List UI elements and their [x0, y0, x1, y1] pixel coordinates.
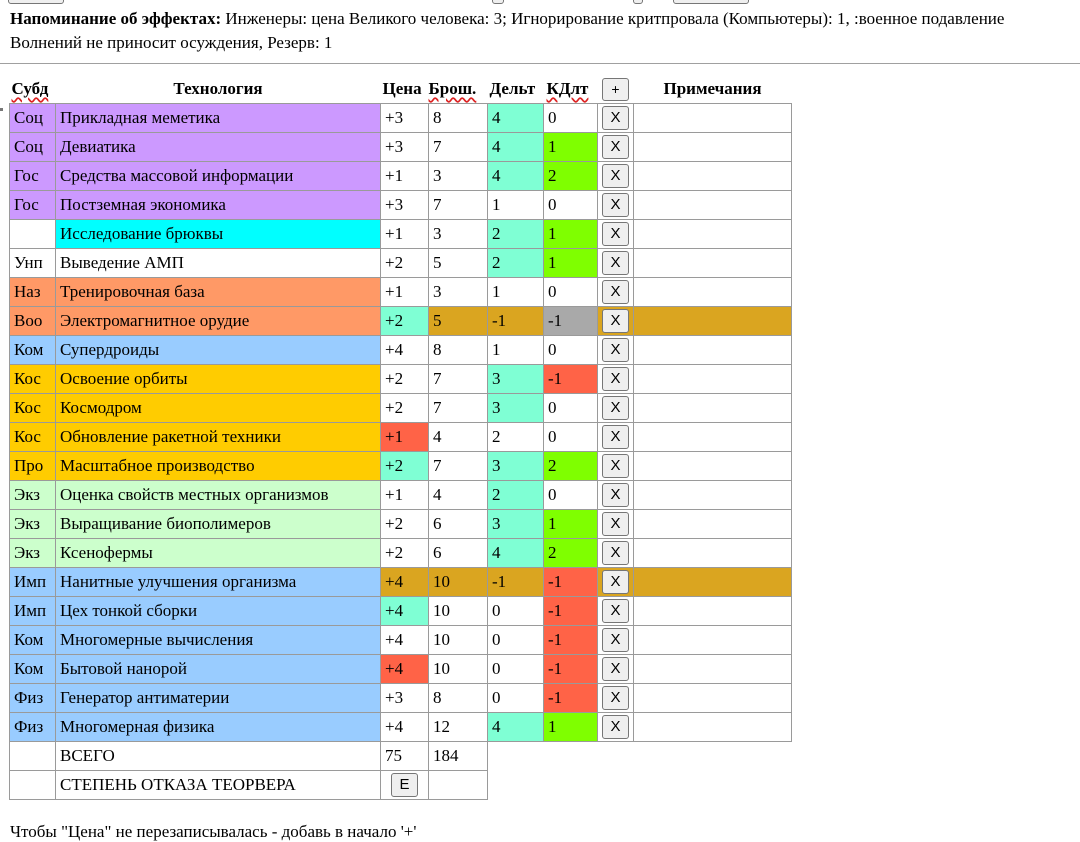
cell-subd: Имп — [10, 597, 56, 626]
cell-tech: Девиатика — [56, 133, 381, 162]
cell-delta: 1 — [488, 278, 544, 307]
cell-brosh: 10 — [429, 568, 488, 597]
cell-notes[interactable] — [634, 510, 792, 539]
cell-delta: 2 — [488, 481, 544, 510]
cell-kdlt: -1 — [544, 626, 598, 655]
cell-delta: 4 — [488, 104, 544, 133]
remove-row-button[interactable]: X — [602, 715, 629, 739]
table-row — [10, 452, 792, 481]
cell-kdlt: 1 — [544, 510, 598, 539]
remove-row-button[interactable]: X — [602, 106, 629, 130]
cell-brosh: 10 — [429, 597, 488, 626]
cell-notes[interactable] — [634, 539, 792, 568]
cell-kdlt: 2 — [544, 539, 598, 568]
cell-kdlt: 0 — [544, 481, 598, 510]
table-row — [10, 597, 792, 626]
table-row — [10, 133, 792, 162]
cell-tech: Электромагнитное орудие — [56, 307, 381, 336]
top-toolbar-fragment — [0, 0, 1080, 6]
cell-kdlt: -1 — [544, 684, 598, 713]
col-subd-header: Субд — [11, 79, 49, 98]
cell-subd: Кос — [10, 394, 56, 423]
cell-subd: Имп — [10, 568, 56, 597]
remove-row-button[interactable]: X — [602, 251, 629, 275]
cell-tech: Ксенофермы — [56, 539, 381, 568]
cell-brosh: 3 — [429, 162, 488, 191]
cell-brosh: 5 — [429, 307, 488, 336]
table-row — [10, 336, 792, 365]
cell-notes[interactable] — [634, 626, 792, 655]
cell-remove — [598, 133, 634, 162]
failure-label: СТЕПЕНЬ ОТКАЗА ТЕОРВЕРА — [56, 771, 381, 800]
cell-brosh: 7 — [429, 133, 488, 162]
table-row — [10, 568, 792, 597]
cell-kdlt: 0 — [544, 336, 598, 365]
total-empty-cell — [10, 742, 56, 771]
cell-price: +1 — [381, 481, 429, 510]
cell-kdlt: 0 — [544, 104, 598, 133]
remove-row-button[interactable]: X — [602, 628, 629, 652]
cell-price: +4 — [381, 597, 429, 626]
table-row — [10, 713, 792, 742]
cell-delta: 0 — [488, 626, 544, 655]
table-row — [10, 684, 792, 713]
cell-subd: Гос — [10, 191, 56, 220]
cell-subd — [10, 220, 56, 249]
technology-table — [9, 75, 792, 800]
toolbar-button[interactable] — [8, 0, 64, 4]
cell-price: +2 — [381, 452, 429, 481]
table-row — [10, 104, 792, 133]
cell-subd: Ком — [10, 626, 56, 655]
cell-delta: 3 — [488, 452, 544, 481]
cell-kdlt: 1 — [544, 133, 598, 162]
remove-row-button[interactable]: X — [602, 193, 629, 217]
remove-row-button[interactable]: X — [602, 164, 629, 188]
cell-price: +2 — [381, 307, 429, 336]
col-kdlt-header: КДлт — [546, 79, 589, 98]
cell-tech: Цех тонкой сборки — [56, 597, 381, 626]
cell-kdlt: 0 — [544, 278, 598, 307]
cell-remove — [598, 568, 634, 597]
cell-brosh: 10 — [429, 655, 488, 684]
cell-price: +3 — [381, 133, 429, 162]
cell-remove — [598, 684, 634, 713]
cell-tech: Выращивание биополимеров — [56, 510, 381, 539]
cell-delta: 2 — [488, 220, 544, 249]
table-row — [10, 539, 792, 568]
cell-brosh: 7 — [429, 191, 488, 220]
failure-row — [10, 771, 792, 800]
effects-reminder-label: Напоминание об эффектах: — [10, 9, 222, 28]
cell-tech: Многомерные вычисления — [56, 626, 381, 655]
cell-tech: Многомерная физика — [56, 713, 381, 742]
footer-note: Чтобы "Цена" не перезаписывалась - добавь в начало '+' — [10, 822, 417, 841]
cell-kdlt: 1 — [544, 220, 598, 249]
cell-brosh: 12 — [429, 713, 488, 742]
cell-notes[interactable] — [634, 162, 792, 191]
cell-notes[interactable] — [634, 597, 792, 626]
cell-brosh: 8 — [429, 104, 488, 133]
cell-delta: 4 — [488, 162, 544, 191]
table-row — [10, 278, 792, 307]
cell-subd: Ком — [10, 336, 56, 365]
col-notes-header: Примечания — [663, 79, 762, 98]
cell-subd: Экз — [10, 539, 56, 568]
remove-row-button[interactable]: X — [602, 657, 629, 681]
cell-kdlt: 0 — [544, 423, 598, 452]
remove-row-button[interactable]: X — [602, 367, 629, 391]
cell-price: +1 — [381, 162, 429, 191]
cell-price: +2 — [381, 510, 429, 539]
cell-delta: 2 — [488, 249, 544, 278]
cell-notes[interactable] — [634, 452, 792, 481]
cell-tech: Масштабное производство — [56, 452, 381, 481]
cell-subd: Экз — [10, 510, 56, 539]
cell-notes[interactable] — [634, 191, 792, 220]
toolbar-button[interactable] — [492, 0, 504, 4]
cell-delta: 2 — [488, 423, 544, 452]
cell-delta: 3 — [488, 365, 544, 394]
cell-brosh: 8 — [429, 336, 488, 365]
col-price-header: Цена — [382, 79, 422, 98]
cell-delta: 3 — [488, 510, 544, 539]
cell-kdlt: -1 — [544, 597, 598, 626]
cell-remove — [598, 336, 634, 365]
cell-subd: Кос — [10, 423, 56, 452]
remove-row-button[interactable]: X — [602, 309, 629, 333]
cell-subd: Ком — [10, 655, 56, 684]
cell-remove — [598, 481, 634, 510]
cell-price: +1 — [381, 278, 429, 307]
cell-subd: Физ — [10, 684, 56, 713]
cell-delta: 0 — [488, 655, 544, 684]
cell-remove — [598, 307, 634, 336]
cell-kdlt: 1 — [544, 713, 598, 742]
cell-delta: 4 — [488, 713, 544, 742]
cell-remove — [598, 597, 634, 626]
divider — [0, 63, 1080, 64]
cell-delta: 1 — [488, 191, 544, 220]
cell-price: +1 — [381, 423, 429, 452]
cell-notes[interactable] — [634, 278, 792, 307]
table-row — [10, 249, 792, 278]
cell-notes[interactable] — [634, 481, 792, 510]
cell-remove — [598, 104, 634, 133]
cell-brosh: 6 — [429, 510, 488, 539]
cell-kdlt: 1 — [544, 249, 598, 278]
cell-subd: Соц — [10, 104, 56, 133]
cell-notes[interactable] — [634, 307, 792, 336]
remove-row-button[interactable]: X — [602, 396, 629, 420]
cell-kdlt: -1 — [544, 365, 598, 394]
cell-brosh: 4 — [429, 481, 488, 510]
cell-remove — [598, 249, 634, 278]
header-row — [10, 75, 792, 104]
failure-empty-cell — [10, 771, 56, 800]
add-row-cell — [598, 75, 634, 104]
cell-remove — [598, 162, 634, 191]
cell-price: +4 — [381, 626, 429, 655]
cell-tech: Генератор антиматерии — [56, 684, 381, 713]
total-brosh: 184 — [429, 742, 488, 771]
cell-subd: Кос — [10, 365, 56, 394]
cell-remove — [598, 510, 634, 539]
cell-remove — [598, 220, 634, 249]
cell-kdlt: -1 — [544, 655, 598, 684]
cell-brosh: 7 — [429, 452, 488, 481]
cell-notes[interactable] — [634, 336, 792, 365]
cell-price: +1 — [381, 220, 429, 249]
cell-remove — [598, 278, 634, 307]
total-row — [10, 742, 792, 771]
cell-notes[interactable] — [634, 249, 792, 278]
cell-notes[interactable] — [634, 104, 792, 133]
cell-brosh: 8 — [429, 684, 488, 713]
cell-brosh: 7 — [429, 394, 488, 423]
cell-tech: Супердроиды — [56, 336, 381, 365]
failure-button-cell — [381, 771, 429, 800]
cell-subd: Физ — [10, 713, 56, 742]
table-row — [10, 307, 792, 336]
cell-notes[interactable] — [634, 365, 792, 394]
remove-row-button[interactable]: X — [602, 570, 629, 594]
cell-price: +4 — [381, 655, 429, 684]
cell-notes[interactable] — [634, 655, 792, 684]
cell-notes[interactable] — [634, 713, 792, 742]
toolbar-button[interactable] — [633, 0, 643, 4]
cell-kdlt: -1 — [544, 568, 598, 597]
cell-delta: 4 — [488, 539, 544, 568]
remove-row-button[interactable]: X — [602, 512, 629, 536]
cell-brosh: 10 — [429, 626, 488, 655]
cell-brosh: 5 — [429, 249, 488, 278]
cell-tech: Бытовой нанорой — [56, 655, 381, 684]
remove-row-button[interactable]: X — [602, 541, 629, 565]
cell-tech: Постземная экономика — [56, 191, 381, 220]
cell-remove — [598, 626, 634, 655]
cell-kdlt: 2 — [544, 162, 598, 191]
cell-remove — [598, 655, 634, 684]
cell-delta: 3 — [488, 394, 544, 423]
cell-notes[interactable] — [634, 220, 792, 249]
table-row — [10, 365, 792, 394]
cell-remove — [598, 394, 634, 423]
cell-brosh: 4 — [429, 423, 488, 452]
table-row — [10, 162, 792, 191]
remove-row-button[interactable]: X — [602, 599, 629, 623]
table-row — [10, 191, 792, 220]
cell-brosh: 3 — [429, 278, 488, 307]
table-row — [10, 394, 792, 423]
cell-notes[interactable] — [634, 423, 792, 452]
cell-tech: Освоение орбиты — [56, 365, 381, 394]
remove-row-button[interactable]: X — [602, 222, 629, 246]
cell-remove — [598, 713, 634, 742]
col-brosh-header: Брош. — [428, 79, 477, 98]
cell-delta: 0 — [488, 684, 544, 713]
cell-delta: -1 — [488, 307, 544, 336]
table-row — [10, 626, 792, 655]
add-row-button[interactable]: + — [602, 78, 629, 101]
cell-tech: Нанитные улучшения организма — [56, 568, 381, 597]
cell-subd: Унп — [10, 249, 56, 278]
cell-notes[interactable] — [634, 133, 792, 162]
cell-price: +2 — [381, 249, 429, 278]
cell-kdlt: 0 — [544, 191, 598, 220]
effects-reminder-text: Инженеры: цена Великого человека: 3; Игнорирование критпровала (Компьютеры): 1, :военное подавление Волнений не приносит осуждения, Резерв: 1 — [10, 9, 1005, 52]
cell-price: +3 — [381, 684, 429, 713]
cell-subd: Экз — [10, 481, 56, 510]
cell-tech: Космодром — [56, 394, 381, 423]
failure-empty-cell — [429, 771, 488, 800]
cell-tech: Исследование брюквы — [56, 220, 381, 249]
table-row — [10, 510, 792, 539]
remove-row-button[interactable]: X — [602, 686, 629, 710]
cell-remove — [598, 365, 634, 394]
cell-subd: Воо — [10, 307, 56, 336]
failure-e-button[interactable]: E — [391, 773, 418, 797]
table-row — [10, 423, 792, 452]
cell-brosh: 7 — [429, 365, 488, 394]
cell-price: +4 — [381, 336, 429, 365]
cell-brosh: 3 — [429, 220, 488, 249]
remove-row-button[interactable]: X — [602, 425, 629, 449]
cell-subd: Гос — [10, 162, 56, 191]
cell-kdlt: 0 — [544, 394, 598, 423]
cell-price: +3 — [381, 104, 429, 133]
cell-price: +2 — [381, 365, 429, 394]
cell-price: +2 — [381, 539, 429, 568]
col-tech-header: Технология — [173, 79, 263, 98]
side-marker — [0, 108, 3, 111]
cell-price: +4 — [381, 568, 429, 597]
cell-kdlt: -1 — [544, 307, 598, 336]
cell-delta: 1 — [488, 336, 544, 365]
cell-price: +4 — [381, 713, 429, 742]
cell-subd: Наз — [10, 278, 56, 307]
cell-tech: Обновление ракетной техники — [56, 423, 381, 452]
remove-row-button[interactable]: X — [602, 338, 629, 362]
total-price: 75 — [381, 742, 429, 771]
cell-notes[interactable] — [634, 684, 792, 713]
remove-row-button[interactable]: X — [602, 135, 629, 159]
cell-tech: Выведение АМП — [56, 249, 381, 278]
cell-tech: Средства массовой информации — [56, 162, 381, 191]
cell-tech: Тренировочная база — [56, 278, 381, 307]
cell-subd: Про — [10, 452, 56, 481]
total-label: ВСЕГО — [56, 742, 381, 771]
cell-notes[interactable] — [634, 394, 792, 423]
table-row — [10, 655, 792, 684]
cell-delta: 0 — [488, 597, 544, 626]
cell-tech: Оценка свойств местных организмов — [56, 481, 381, 510]
cell-delta: -1 — [488, 568, 544, 597]
table-row — [10, 481, 792, 510]
toolbar-button[interactable] — [673, 0, 749, 4]
table-row — [10, 220, 792, 249]
cell-subd: Соц — [10, 133, 56, 162]
cell-notes[interactable] — [634, 568, 792, 597]
cell-remove — [598, 452, 634, 481]
remove-row-button[interactable]: X — [602, 280, 629, 304]
cell-remove — [598, 191, 634, 220]
cell-price: +2 — [381, 394, 429, 423]
cell-tech: Прикладная меметика — [56, 104, 381, 133]
cell-brosh: 6 — [429, 539, 488, 568]
remove-row-button[interactable]: X — [602, 483, 629, 507]
col-delta-header: Дельт — [489, 79, 536, 98]
effects-reminder — [10, 7, 1080, 55]
cell-remove — [598, 539, 634, 568]
remove-row-button[interactable]: X — [602, 454, 629, 478]
cell-kdlt: 2 — [544, 452, 598, 481]
cell-delta: 4 — [488, 133, 544, 162]
cell-remove — [598, 423, 634, 452]
cell-price: +3 — [381, 191, 429, 220]
